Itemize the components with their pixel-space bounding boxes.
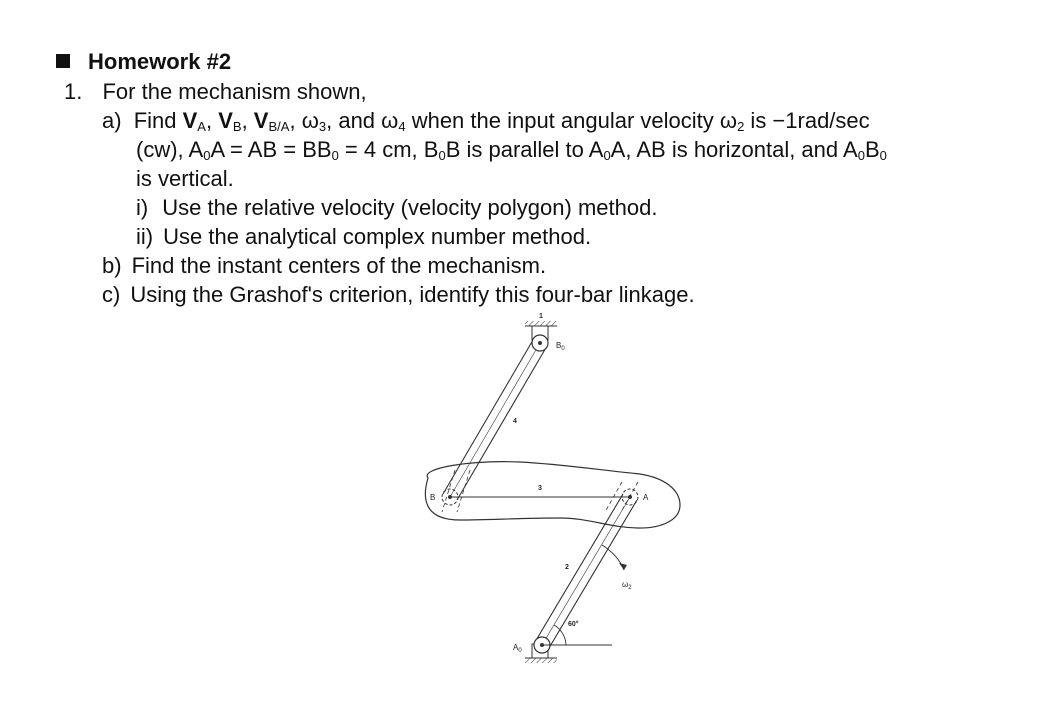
link-2 (535, 494, 637, 648)
w4-sub: 4 (398, 119, 406, 134)
vba-sub: B/A (268, 119, 290, 134)
va-sub: A (197, 119, 206, 134)
w3-symbol: ω (301, 108, 319, 133)
ground-label: 1 (539, 313, 543, 320)
and-text: , and (326, 108, 382, 133)
line2-c: = 4 cm, B (338, 137, 439, 162)
item-i-text: Use the relative velocity (velocity polygon) method. (162, 195, 658, 220)
sep3: , (289, 108, 302, 133)
line2-b-sub: 0 (331, 148, 339, 163)
joint-b (442, 470, 470, 512)
line2-a: (cw), A (136, 137, 204, 162)
b0-label: $B_0$ (556, 341, 565, 352)
angle-label: 60° (568, 621, 579, 628)
part-b-label: b) (102, 253, 122, 278)
part-c-text: Using the Grashof's criterion, identify this four-bar linkage. (130, 282, 695, 307)
problem-number: 1. (64, 79, 83, 104)
a0-label: $A_0$ (513, 643, 522, 654)
vba-symbol: V (253, 108, 269, 133)
line2-c-sub: 0 (438, 148, 446, 163)
sep2: , (241, 108, 254, 133)
line2-f-sub: 0 (879, 148, 887, 163)
item-i-label: i) (136, 195, 149, 220)
line2-d: B is parallel to A (445, 137, 604, 162)
ground-a0 (525, 637, 557, 663)
vb-symbol: V (218, 108, 233, 133)
link-3-label: 3 (538, 485, 542, 492)
line2-a-sub: 0 (203, 148, 211, 163)
vb-sub: B (232, 119, 242, 134)
part-c-label: c) (102, 282, 121, 307)
line2-b: A = AB = BB (210, 137, 332, 162)
link-4-label: 4 (513, 418, 517, 425)
rest1-text: when the input angular velocity (405, 108, 720, 133)
w3-sub: 3 (318, 119, 327, 134)
problem-intro-text: For the mechanism shown, (102, 79, 367, 104)
a-label: A (643, 493, 649, 502)
item-ii-text: Use the analytical complex number method. (163, 224, 592, 249)
sep1: , (205, 108, 219, 133)
part-a-find: Find (133, 108, 183, 133)
omega-2-arrow-icon (602, 545, 627, 570)
part-a-line-3: is vertical. (136, 166, 234, 191)
rest2-text: is −1rad/sec (744, 108, 870, 133)
line2-f: B (864, 137, 880, 162)
link-4 (443, 340, 547, 500)
line2-d-sub: 0 (603, 148, 611, 163)
w4-symbol: ω (381, 108, 399, 133)
heading-text: Homework #2 (88, 49, 232, 74)
coupler-plate-outline (425, 462, 680, 528)
va-symbol: V (182, 108, 198, 133)
w2-sub: 2 (737, 119, 745, 134)
line2-e-sub: 0 (857, 148, 865, 163)
item-ii-label: ii) (136, 224, 154, 249)
b-label: B (430, 493, 436, 502)
line2-e: A, AB is horizontal, and A (610, 137, 858, 162)
w2-symbol: ω (719, 108, 738, 133)
omega-2-label: $\omega_2$ (622, 580, 632, 591)
part-b-text: Find the instant centers of the mechanism. (131, 253, 547, 278)
link-2-label: 2 (565, 564, 569, 571)
part-a-label: a) (102, 108, 122, 133)
